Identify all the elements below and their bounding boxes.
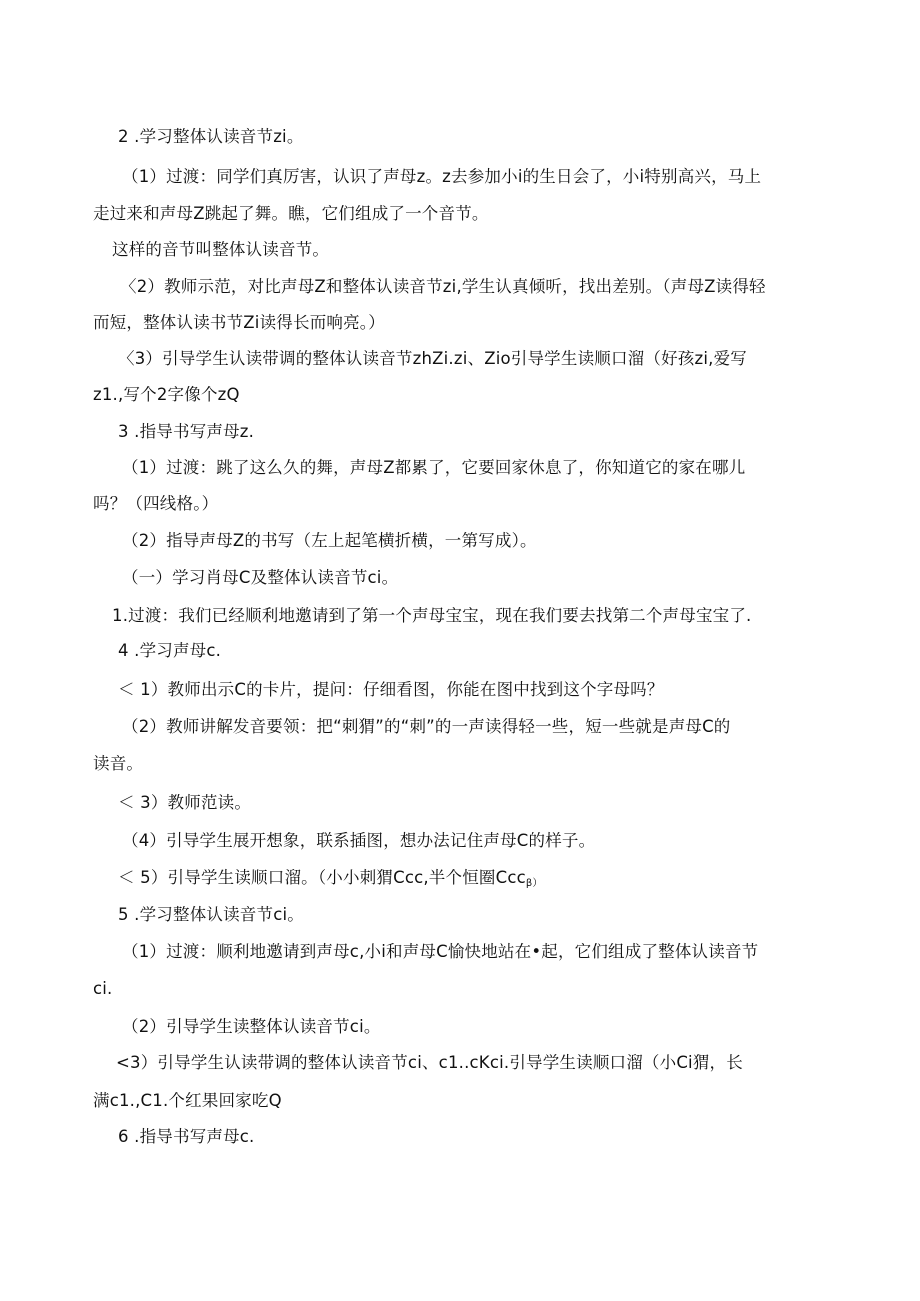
paragraph-text: ＜ 5）引导学生读顺口溜。（小小刺猬Ccc,半个恒圈Ccc [118, 868, 526, 887]
heading-2: 2 .学习整体认读音节zi。 [118, 127, 304, 146]
paragraph-line: 〈2）教师示范，对比声母Z和整体认读音节zi,学生认真倾听，找出差别。（声母Z读得轻 [120, 277, 766, 296]
paragraph-line: 读音。 [93, 754, 144, 773]
paragraph-line [118, 868, 543, 894]
paragraph-line: （2）引导学生读整体认读音节ci。 [122, 1017, 381, 1036]
paragraph-line: ＜ 1）教师出示C的卡片，提问：仔细看图，你能在图中找到这个字母吗？ [118, 680, 664, 699]
paragraph-line: 吗？（四线格。） [93, 494, 219, 513]
heading-4: 4 .学习声母c. [118, 641, 222, 660]
paragraph-line: 〈3）引导学生认读带调的整体认读音节zhZi.zi、Zio引导学生读顺口溜（好孩zi,爱写 [118, 349, 747, 368]
paragraph-line: 这样的音节叫整体认读音节。 [112, 240, 330, 259]
paragraph-line: （2）指导声母Z的书写（左上起笔横折横，一第写成）。 [122, 531, 537, 550]
subscript-text: β） [525, 878, 543, 889]
paragraph-line: 1.过渡：我们已经顺利地邀请到了第一个声母宝宝，现在我们要去找第二个声母宝宝了. [112, 606, 752, 625]
paragraph-line: （1）过渡：同学们真厉害，认识了声母z。z去参加小i的生日会了，小i特别高兴，马上 [122, 167, 762, 186]
paragraph-line: ＜ 3）教师范读。 [118, 793, 252, 812]
heading-6: 6 .指导书写声母c. [118, 1127, 255, 1146]
paragraph-line: （1）过渡：顺利地邀请到声母c,小i和声母C愉快地站在•起，它们组成了整体认读音节 [122, 942, 759, 961]
paragraph-line: 走过来和声母Z跳起了舞。瞧，它们组成了一个音节。 [93, 204, 489, 223]
paragraph-line: （4）引导学生展开想象，联系插图，想办法记住声母C的样子。 [122, 831, 596, 850]
paragraph-line: （1）过渡：跳了这么久的舞，声母Z都累了，它要回家休息了，你知道它的家在哪儿 [122, 458, 746, 477]
paragraph-line: （2）教师讲解发音要领：把“刺猬”的“刺”的一声读得轻一些，短一些就是声母C的 [122, 717, 731, 736]
heading-3: 3 .指导书写声母z. [118, 422, 255, 441]
heading-5: 5 .学习整体认读音节ci。 [118, 905, 304, 924]
paragraph-line: 而短，整体认读书节Zi读得长而响亮。） [93, 313, 385, 332]
paragraph-line: ci. [93, 979, 113, 998]
paragraph-line: z1.,写个2字像个zQ [93, 385, 240, 404]
paragraph-line: 满c1.,C1.个红果回家吃Q [93, 1091, 282, 1110]
paragraph-line: <3）引导学生认读带调的整体认读音节ci、c1..cKci.引导学生读顺口溜（小Ci猬，长 [116, 1053, 743, 1072]
section-heading: （一）学习肖母C及整体认读音节ci。 [122, 568, 399, 587]
